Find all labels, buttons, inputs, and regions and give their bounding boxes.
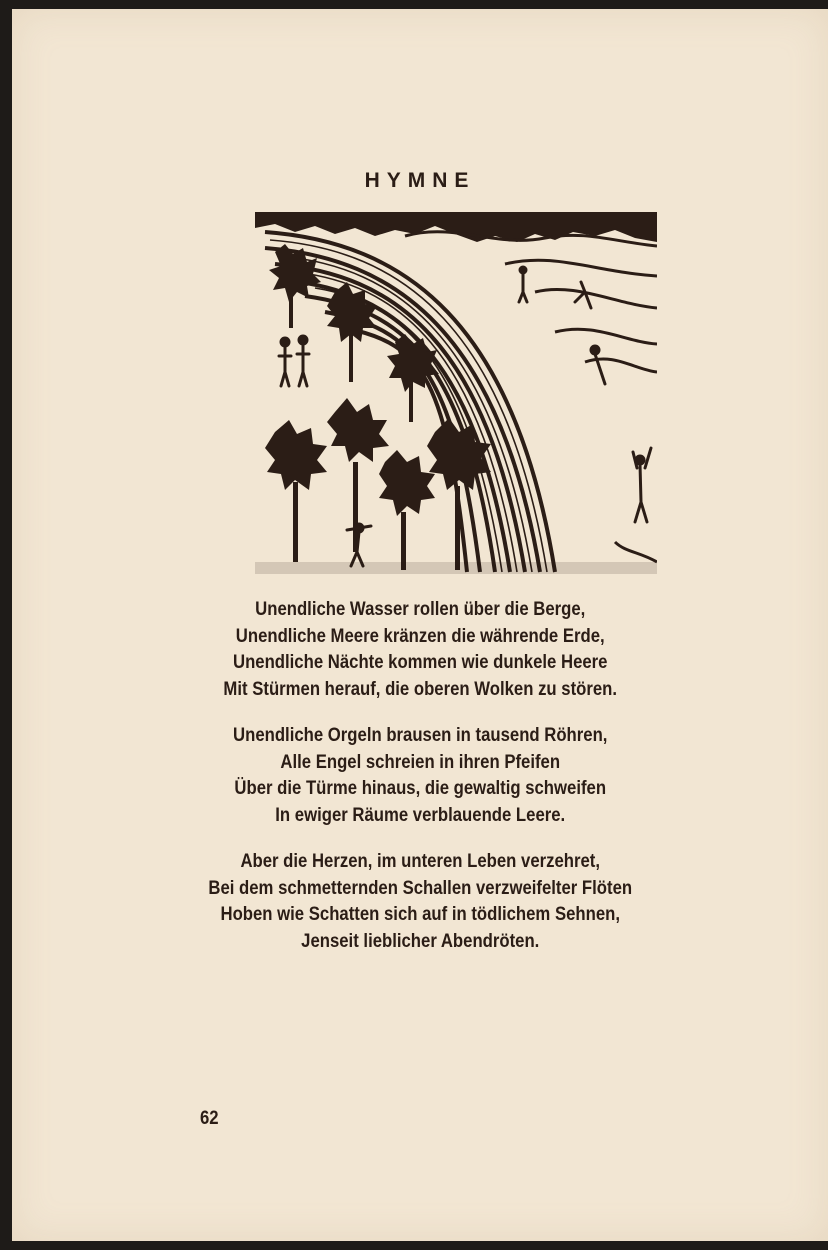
poem-line: Jenseit lieblicher Abendröten. bbox=[301, 930, 540, 952]
poem-line: Bei dem schmetternden Schallen verzweifelter Flöten bbox=[208, 877, 633, 899]
poem-line: Unendliche Nächte kommen wie dunkele Heere bbox=[233, 652, 608, 673]
poem-title: HYMNE bbox=[364, 169, 476, 192]
poem-line: Hoben wie Schatten sich auf in tödlichem Sehnen, bbox=[220, 904, 620, 925]
poem-line: Mit Stürmen herauf, die oberen Wolken zu stören. bbox=[223, 678, 618, 700]
poem-body bbox=[61, 597, 779, 975]
stanza-3 bbox=[61, 849, 779, 955]
stanza-2 bbox=[61, 723, 779, 829]
poem-line: Aber die Herzen, im unteren Leben verzehret, bbox=[240, 851, 601, 872]
poem-line: In ewiger Räume verblauende Leere. bbox=[275, 804, 566, 826]
book-page bbox=[12, 9, 828, 1241]
poem-line: Über die Türme hinaus, die gewaltig schweifen bbox=[234, 778, 607, 799]
poem-line: Unendliche Meere kränzen die währende Erde, bbox=[235, 625, 605, 647]
poem-line: Alle Engel schreien in ihren Pfeifen bbox=[280, 751, 561, 773]
poem-line: Unendliche Orgeln brausen in tausend Röhren, bbox=[233, 725, 608, 746]
page-number: 62 bbox=[200, 1108, 219, 1129]
woodcut-waterfall-landscape-icon bbox=[255, 212, 657, 574]
stanza-1 bbox=[61, 597, 779, 703]
woodcut-illustration bbox=[255, 212, 657, 574]
poem-line: Unendliche Wasser rollen über die Berge, bbox=[255, 599, 586, 620]
